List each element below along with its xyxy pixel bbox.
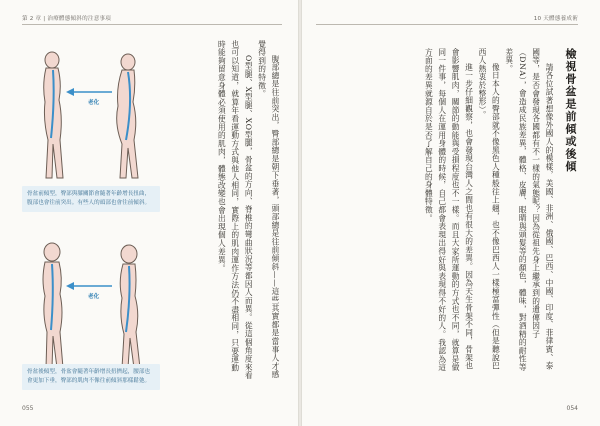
aging-label-top: 老化 bbox=[88, 100, 100, 106]
body-paragraph: 腹部總是往前突出，臀部總是朝下垂著，頭部總是往前傾斜——這些其實都是當事人才感覺得到的特徵。 bbox=[257, 40, 280, 380]
section-title: 檢視骨盆是前傾或後傾 bbox=[564, 48, 577, 173]
body-paragraph: 進一步仔細觀察，也會發現台灣人之間也有很大的差異。因為天生骨架不同，骨架也會影響肌肉，關節的動能與受損程度也不一樣。而且大家所運動的方式也不同，就算是做同一件事，每個人在運用身體的時候，自己都會表現出得好與表現得不好的人。我認為這方面的差異就源自於是否了解自己的身體特徵。 bbox=[424, 48, 474, 372]
page-number-right: 054 bbox=[566, 405, 578, 412]
left-page-body-text bbox=[170, 40, 282, 380]
header-rule-left bbox=[22, 24, 282, 25]
aging-arrow-top bbox=[66, 88, 112, 96]
aging-label-bottom: 老化 bbox=[88, 294, 100, 300]
backward-tilt-figures-svg bbox=[30, 236, 150, 376]
header-rule-right bbox=[316, 24, 578, 25]
aging-arrow-bottom bbox=[66, 282, 112, 290]
right-page bbox=[302, 0, 600, 426]
aged-figure-back bbox=[120, 245, 140, 368]
page-number-left: 055 bbox=[22, 405, 34, 412]
caption-forward-tilt: 骨盆前傾型，臀部與膝關節會隨著年齡增長扭曲，腹部也會往前突出。有些人的頭部也會往前傾斜。 bbox=[22, 186, 160, 212]
running-head-right: 10 天體態養成術 bbox=[533, 16, 578, 22]
pelvis-backward-tilt-illustration bbox=[30, 236, 150, 376]
forward-tilt-figures-svg bbox=[30, 40, 150, 190]
body-paragraph: 請各位試著想像外國人的模樣，美國、非洲、俄國、巴西、中國、印度、菲律賓、泰國等，是否會發現各國都有不一樣的氣態呢？因為從祖先身上繼承到的遺傳因子（DNA），會造成民族差異，體格、皮膚、眼睛與頭髮等的顏色，體味，對酒精的耐性等差異。 bbox=[504, 48, 554, 372]
running-head-left: 第 2 章 | 治療體態傾斜的注意事項 bbox=[22, 16, 112, 22]
body-paragraph: O型腿、X型腿、XO型腿，骨盆的方向、脊椎的彎曲狀況等都因人而異。從這個角度來看也可以知道，就算年看運動方式與他人相同，實際上的肌肉運作方法仍不盡相同，只要運動時能夠留意身體必須使用的肌肉，體態改變也會出現個人差異。 bbox=[217, 40, 254, 381]
pelvis-forward-tilt-illustration bbox=[30, 40, 150, 190]
right-page-body-text bbox=[320, 48, 556, 378]
caption-backward-tilt: 骨盆後傾型，骨盆會隨著年齡增長扭擠起，腰部也會更加下垂，臀部的肌肉不像往前傾斜那樣鬆弛。 bbox=[22, 364, 160, 390]
left-page bbox=[0, 0, 298, 426]
body-paragraph: 像日本人的臀部就不像黑色人種般往上翹，也不像巴西人一樣極富彈性（但是聽說巴西人熱衷於整形）。 bbox=[477, 48, 501, 371]
